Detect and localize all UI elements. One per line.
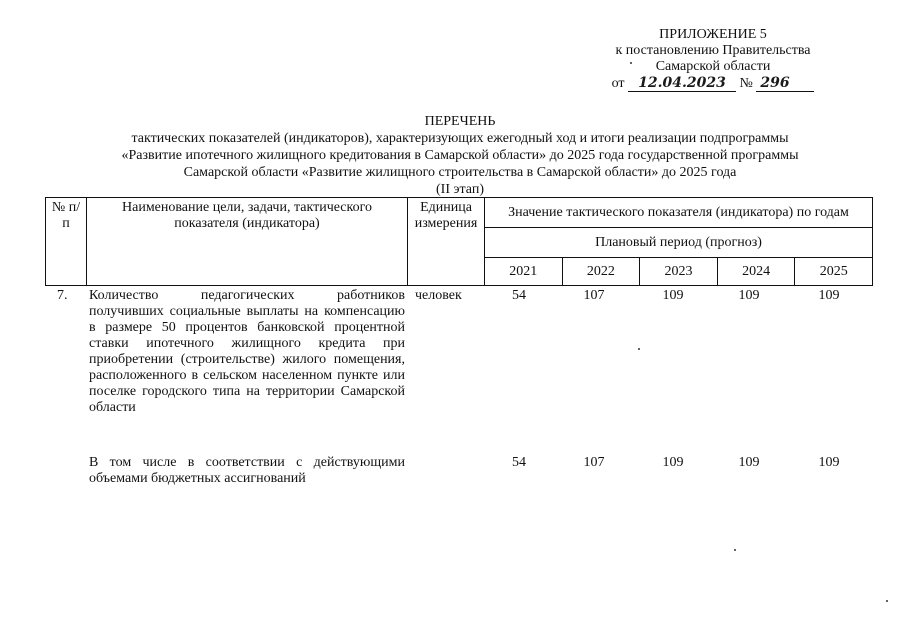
header-year: 2022 [562,258,640,286]
document-heading [40,113,880,198]
row-number: 7. [57,288,68,303]
header-year: 2023 [640,258,718,286]
date-prefix: от [611,76,625,91]
scan-speck [630,62,632,64]
heading-line-3: Самарской области «Развитие жилищного строительства в Самарской области» до 2025 года [183,165,737,180]
row-unit: человек [415,288,462,303]
row-value: 109 [662,288,684,303]
header-values-by-year: Значение тактического показателя (индикатора) по годам [485,198,873,228]
header-unit: Единица измерения [408,198,485,286]
heading-title: ПЕРЕЧЕНЬ [424,114,496,129]
heading-stage: (II этап) [436,182,484,197]
row-value: 54 [512,455,526,470]
scan-speck [638,348,640,350]
handwritten-number: 296 [756,75,814,92]
number-prefix: № [739,76,753,91]
appendix-date-line [593,75,833,92]
row-value: 109 [818,455,840,470]
row-value: 109 [662,455,684,470]
heading-line-2: «Развитие ипотечного жилищного кредитования в Самарской области» до 2025 года государственной программы [121,148,799,163]
appendix-block [593,27,833,92]
header-year: 2025 [795,258,873,286]
heading-line-1: тактических показателей (индикаторов), характеризующих ежегодный ход и итоги реализации подпрограммы [131,131,789,146]
appendix-title: ПРИЛОЖЕНИЕ 5 [659,27,767,42]
row-indicator-name: Количество педагогических работников получивших социальные выплаты на компенсацию в размере 50 процентов банковской процентной ставки ипотечного жилищного кредита при приобретении (строительстве) жилого помещения, расположенного в сельском населенном пункте или поселке городского типа на территории Самарской области [89,288,405,415]
appendix-line-2: Самарской области [655,59,771,74]
row-value: 54 [512,288,526,303]
header-name: Наименование цели, задачи, тактического показателя (индикатора) [87,198,408,286]
row-value: 109 [738,288,760,303]
row-value: 109 [818,288,840,303]
appendix-line-1: к постановлению Правительства [615,43,811,58]
row-value: 107 [583,288,605,303]
header-year: 2024 [717,258,795,286]
indicators-table-header [45,197,873,286]
scan-speck [886,600,888,602]
header-year: 2021 [485,258,563,286]
header-planned-period: Плановый период (прогноз) [485,228,873,258]
row-value: 107 [583,455,605,470]
handwritten-date: 12.04.2023 [628,75,736,92]
row-indicator-name: В том числе в соответствии с действующими объемами бюджетных ассигнований [89,455,405,486]
scan-speck [734,549,736,551]
header-num: № п/п [46,198,87,286]
row-value: 109 [738,455,760,470]
